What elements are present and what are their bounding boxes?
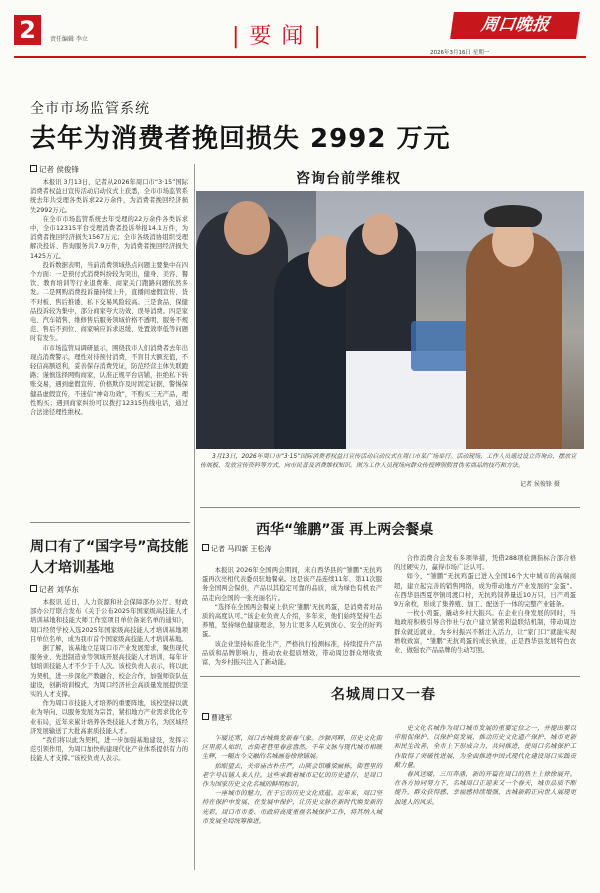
xihua-paragraph: 如今，“雏鹏”无抗鸡蛋已进入全国16个大中城市的高端商超，建立起完善的销售网络，成为带动地方产业发展的“金蛋”。在西华县西夏亭镇司渡口村，无抗鸡饲养量近10万只，日产鸡蛋9万余枚，形成了集养殖、加工、配送于一体的完整产业链条。 xyxy=(394,573,576,609)
editor-line: 责任编辑 李立 xyxy=(50,36,88,43)
news-photo xyxy=(196,191,584,449)
section-rule xyxy=(200,676,580,677)
mingcheng-paragraph: 乍暖还寒，周口古城焕发新春气象。沙颍河畔，历史文化街区里游人如织，古街老巷里春意盎然，千年文脉与现代城市相映生辉，一幅古今交融的名城画卷徐徐铺展。 xyxy=(202,735,382,761)
mingcheng-column-1 xyxy=(202,734,382,826)
story2-byline xyxy=(30,584,188,595)
section-rule xyxy=(200,507,580,508)
mingcheng-column-2 xyxy=(394,724,576,807)
byline-box-icon xyxy=(202,544,209,551)
section-label xyxy=(232,19,331,50)
byline-box-icon xyxy=(30,585,37,592)
photo-face-back xyxy=(362,213,398,255)
xihua-paragraph: “选择在全国两会餐桌上供应‘雏鹏’无抗鸡蛋，是消费者对品质的高度认可。”该企业负责人介绍，多年来，他们始终坚持生态养殖，坚持绿色健康理念，努力让更多人吃到放心、安全的好鸡蛋。 xyxy=(202,603,382,639)
story2-byline-text: 记者 刘华东 xyxy=(39,585,79,594)
masthead-rule xyxy=(14,56,586,58)
column-divider xyxy=(194,164,195,520)
mingcheng-byline xyxy=(202,713,232,723)
byline-box-icon xyxy=(202,713,209,720)
xihua-byline-text: 记者 马四新 王松涛 xyxy=(211,545,272,553)
section-name: 要闻 xyxy=(249,24,314,49)
xihua-column-2 xyxy=(394,554,576,655)
date-line: 2026年3月16日 星期一 xyxy=(430,50,490,56)
photo-credit: 记者 侯俊锋 摄 xyxy=(520,481,560,488)
photo-face-left xyxy=(224,201,270,255)
photo-caption: 3月13日，2026年周口市“3·15”国际消费者权益日宣传活动启动仪式在周口市某广场举行。活动现场，工作人员通过设立咨询台、摆放宣传展板、发放宣传资料等方式，向市民普及消费维权知识。图为工作人员现场向群众传授辨别假冒伪劣商品的技巧和方法。 xyxy=(200,453,577,469)
lead-paragraph: 本报讯 3月13日，记者从2026年周口市“3·15”国际消费者权益日宣传活动启动仪式上获悉，全市市场监管系统去年共受理各类诉求22万余件，为消费者挽回经济损失2992万元。 xyxy=(30,179,188,214)
photo-headline: 咨询台前学维权 xyxy=(296,171,401,187)
story2-headline: 周口有了“国字号”高技能人才培训基地 xyxy=(30,539,189,576)
xihua-paragraph: 合作消费合会发布多项举措，凭借288项检测指标合部合格的过硬实力，赢得市场广泛认可。 xyxy=(394,555,576,572)
xihua-paragraph: 该企业坚持标准化生产，严格执行检测标准，持续提升产品品质和品牌影响力，推动农业提质增效，带动周边群众增收致富，为乡村振兴注入了新动能。 xyxy=(202,640,382,667)
xihua-byline xyxy=(202,544,271,554)
xihua-column-1 xyxy=(202,566,382,667)
section-divider-right: | xyxy=(313,24,331,49)
mingcheng-paragraph: 一座城市的魅力，在于它的历史文化底蕴。近年来，周口坚持在保护中发展、在发展中保护，让历史文脉在新时代焕发新的光彩。周口市市委、市政府高度重视名城保护工作，将其纳入城市发展全局统筹推进。 xyxy=(202,790,382,825)
lead-paragraph: 在全市市场监管系统去年受理的22万余件各类诉求中，全市12315平台受理消费者投诉举报14.1万件，为消费者挽回经济损失1567万元；全市各级消协组织受理解决投诉、咨询服务共7.9万件，为消费者挽回经济损失1425万元。 xyxy=(30,215,188,260)
lead-kicker: 全市市场监管系统 xyxy=(30,101,150,117)
story2-article-body xyxy=(30,584,188,764)
lead-headline: 去年为消费者挽回损失 2992 万元 xyxy=(30,124,451,154)
xihua-paragraph: 本报讯 2026年全国两会期间，来自西华县的“雏鹏”无抗鸡蛋再次亮相代表委员驻地餐桌。这是该产品连续11年、第11次服务全国两会保供，产品以其稳定可靠的品质，成为绿色有机农产品走向全国的一张亮丽名片。 xyxy=(202,567,382,602)
lead-paragraph: 市市场监管局调研显示，围绕我市人们消费者去年出现点消费警示，理性对待预付消费，不盲目大额充值，不轻信高额返利，妥善保存消费凭证，防范经营主体失联跑路；谨慎选择网购商家，认准正规平台店铺，拒绝私下转账交易，遇到虚假宣传、价格欺诈及时固定证据，警惕保健品虚假宣传，不迷信“神奇功效”，不购买三无产品，理性购买；遇到商家纠纷可以拨打12315热线电话，通过合法途径理性维权。 xyxy=(30,344,188,417)
page-number: 2 xyxy=(14,15,41,45)
byline-box-icon xyxy=(30,165,37,172)
column-divider xyxy=(194,520,195,870)
xihua-paragraph: 一枚小鸡蛋，撬动乡村大振兴。在企业自身发展的同时，当地政府积极引导合作社与农户建立紧密利益联结机制，带动周边群众就近就业，为乡村振兴不断注入活力，让“家门口”就能实现增收致富，“雏鹏”无抗鸡蛋的成长轨迹，正是西华县发展特色农业、做强农产品品牌的生动写照。 xyxy=(394,610,576,655)
lead-byline xyxy=(30,164,188,175)
mingcheng-paragraph: 春风送暖，三川奔涌，新的开篇在周口的热土上徐徐展开。在各方协同努力下，名城周口正迎来又一个春天，城市品质不断提升，群众获得感、幸福感持续增强，古城新韵正向世人展现更加迷人的风采。 xyxy=(394,771,576,806)
section-divider-left: | xyxy=(232,24,250,49)
story2-paragraph: 据了解，该基地立足周口市产业发展需求，聚焦现代服务业、先进制造业等领域开展高技能人才培训，每年计划培训技能人才不少于千人次。该校负责人表示，将以此为契机，进一步深化产教融合、校企合作，加强师资队伍建设，创新培训模式，为周口经济社会高质量发展提供坚实的人才支撑。 xyxy=(30,645,188,699)
story2-paragraph: 本报讯 近日，人力资源和社会保障部办公厅、财政部办公厅联合发布《关于公布2025年国家级高技能人才培训基地和技能大师工作室项目单位备案名单的通知》，周口经贸学校入选2025年国家级高技能人才培训基地项目单位名单，成为我市首个国家级高技能人才培训基地。 xyxy=(30,599,188,643)
newspaper-logo: 周口晚报 xyxy=(450,12,580,39)
photo-hat-customer xyxy=(484,205,542,227)
lead-byline-text: 记者 侯俊锋 xyxy=(39,165,79,174)
mingcheng-byline-text: 曹建军 xyxy=(211,714,232,722)
xihua-headline: 西华“雏鹏”蛋 再上两会餐桌 xyxy=(256,522,434,538)
story2-paragraph: 作为周口市技能人才培养的重要阵地，该校坚持以就业为导向、以服务发展为宗旨，紧扣地方产业需求优化专业布局，近年来累计培养各类技能人才数万名，为区域经济发展输送了大批高素质技能人才。 xyxy=(30,700,188,735)
lead-paragraph: 投诉数据表明，当前消费领域热点问题主要集中在四个方面：一是预付式消费纠纷较为突出，健身、美容、餐饮、教育培训等行业退费难、商家关门跑路问题依然多发。二是网购消费投诉量持续上升，直播间虚假宣传、货不对板、售后推诿、私下交易风险较高。三是食品、保健品投诉较为集中，部分商家夸大功效、误导消费。四是家电、汽车销售、维修售后服务领域价格不透明、服务不规范、售后不到位、商家响应诉求迟缓、处置效率低等问题时有发生。 xyxy=(30,261,188,343)
mingcheng-paragraph: 抬眼望去，关帝庙古朴庄严，山陕会馆雕梁画栋，街巷里的老字号店铺人来人往。这些承载着城市记忆的历史遗存，是周口作为国家历史文化名城的鲜明标识。 xyxy=(202,762,382,789)
lead-article-body xyxy=(30,164,188,417)
mingcheng-headline: 名城周口又一春 xyxy=(331,687,436,703)
section-rule xyxy=(30,522,190,523)
story2-paragraph: “我们将以此为契机，进一步加强基地建设，发挥示范引领作用，为周口加快构建现代化产业体系提供有力的技能人才支撑。”该校负责人表示。 xyxy=(30,737,188,763)
mingcheng-paragraph: 史文化名城作为周口城市发展的重要定位之一，并提出要以申报促保护、以保护促发展，推动历史文化遗产保护、城市更新和民生改善，全市上下形成合力，共同推进，使周口名城保护工作取得了突破性进展，为全面推进中国式现代化建设周口实践贡献力量。 xyxy=(394,725,576,769)
